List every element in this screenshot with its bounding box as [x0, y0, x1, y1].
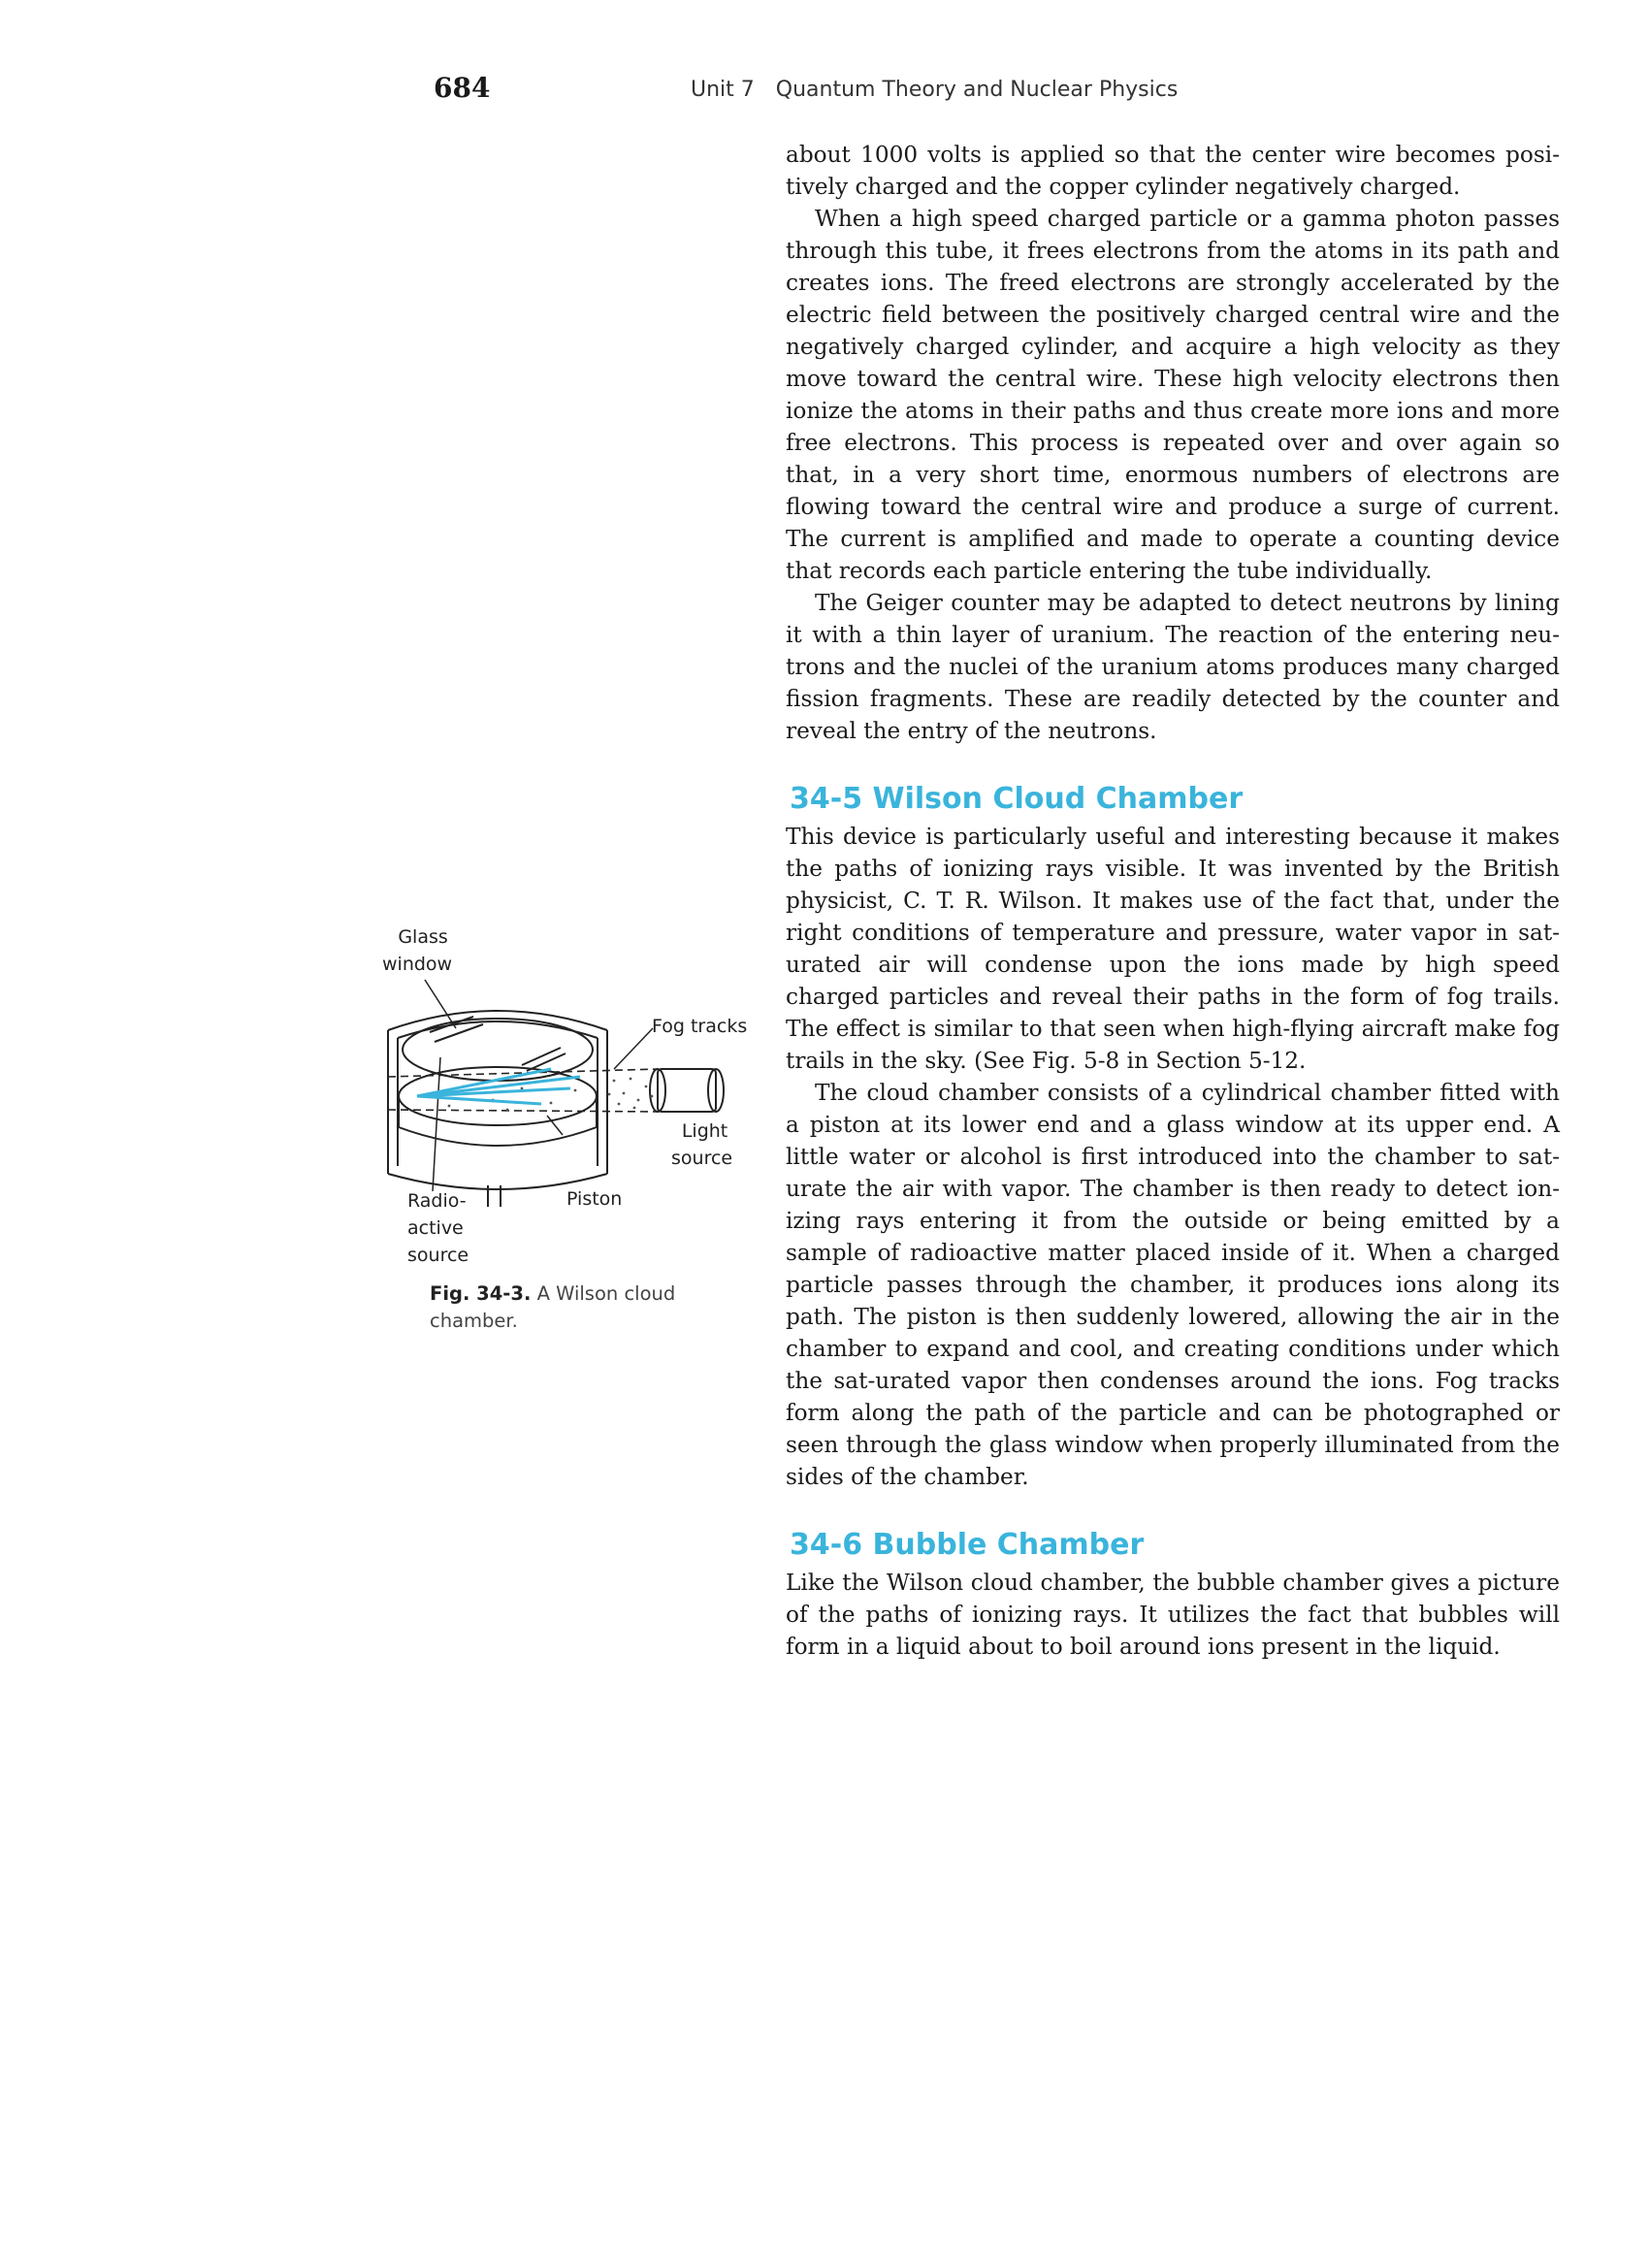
unit-label: Unit 7	[691, 78, 755, 102]
label-line: Light	[681, 1120, 728, 1142]
paragraph: Like the Wilson cloud chamber, the bubble chamber gives a picture of the paths of ionizing rays. It utilizes the fact that bubbles will form in a liquid about to boil around ions present in the liquid.	[786, 1570, 1560, 1660]
text-column	[786, 139, 1560, 1663]
page-number: 684	[434, 72, 491, 104]
label-glass-window	[382, 923, 453, 978]
figure-cloud-chamber	[376, 923, 764, 1331]
paragraph: When a high speed charged particle or a gamma photon passes through this tube, it frees electrons from the atoms in its path and creates ions. The freed electrons are strongly accelerated by the electric field between the positively charged central wire and the negatively charged cylinder, and acquire a high velocity as they move toward the central wire. These high velocity electrons then ionize the atoms in their paths and thus create more ions and more free electrons. This process is repeated over and over again so that, in a very short time, enormous numbers of electrons are flowing toward the central wire and produce a surge of current. The current is amplified and made to operate a counting device that records each particle entering the tube individually.	[786, 206, 1560, 584]
label-light-source	[671, 1118, 733, 1172]
figure-number: Fig. 34-3.	[430, 1282, 532, 1305]
paragraph: about 1000 volts is applied so that the center wire becomes posi-tively charged and the copper cylinder negatively charged.	[786, 142, 1560, 200]
label-line: Radio-	[407, 1190, 467, 1212]
paragraph: The Geiger counter may be adapted to detect neutrons by lining it with a thin layer of uranium. The reaction of the entering neu-trons and the nuclei of the uranium atoms produces many charged fission fragments. These are readily detected by the counter and reveal the entry of the neutrons.	[786, 590, 1560, 744]
running-head	[691, 78, 1178, 102]
label-piston: Piston	[566, 1188, 623, 1210]
figure-caption	[430, 1280, 701, 1335]
unit-title: Quantum Theory and Nuclear Physics	[775, 78, 1179, 102]
label-fog-tracks: Fog tracks	[652, 1016, 748, 1037]
section-heading-bubble: 34-6 Bubble Chamber	[790, 1528, 1145, 1562]
label-radioactive-source	[407, 1187, 469, 1269]
figure-caption-text: A Wilson cloud chamber.	[430, 1282, 676, 1332]
paragraph: This device is particularly useful and interesting because it makes the paths of ionizing rays visible. It was invented by the British physicist, C. T. R. Wilson. It makes use of the fact that, under the right conditions of temperature and pressure, water vapor in sat-urated air will condense upon the ions made by high speed charged particles and reveal their paths in the form of fog trails. The effect is similar to that seen when high-flying aircraft make fog trails in the sky. (See Fig. 5-8 in Section 5-12.	[786, 824, 1560, 1074]
paragraph: The cloud chamber consists of a cylindrical chamber fitted with a piston at its lower end and a glass window at its upper end. A little water or alcohol is first introduced into the chamber to sat-urate the air with vapor. The chamber is then ready to detect ion-izing rays entering it from the outside or being emitted by a sample of radioactive matter placed inside of it. When a charged particle passes through the chamber, it produces ions along its path. The piston is then suddenly lowered, allowing the air in the chamber to expand and cool, and creating conditions under which the sat-urated vapor then condenses around the ions. Fog tracks form along the path of the particle and can be photographed or seen through the glass window when properly illuminated from the sides of the chamber.	[786, 1080, 1560, 1490]
section-heading-wilson: 34-5 Wilson Cloud Chamber	[790, 782, 1244, 816]
fog-track	[417, 1096, 541, 1104]
label-line: active	[407, 1217, 464, 1239]
label-line: window	[382, 954, 453, 975]
label-line: source	[407, 1245, 469, 1266]
label-line: Glass	[398, 926, 448, 948]
label-line: source	[671, 1148, 733, 1169]
